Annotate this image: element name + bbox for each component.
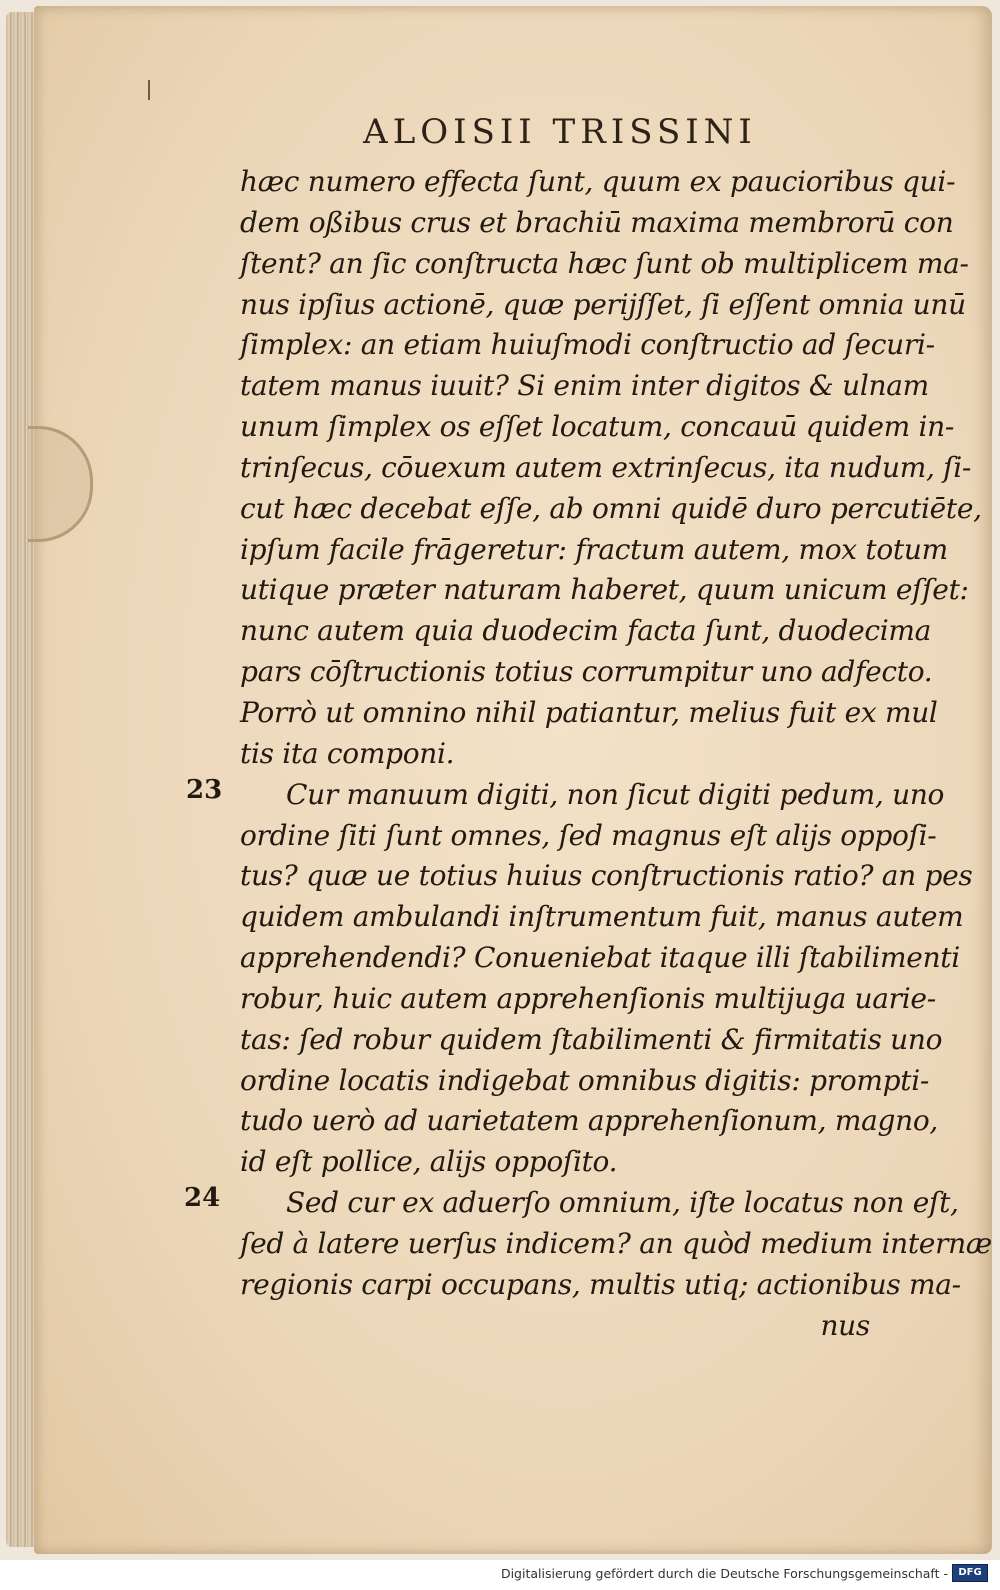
text-line: nus ipſius actionē, quæ perijſſet, ſi eſſent omnia unū	[240, 287, 966, 321]
text-line: tis ita componi.	[240, 736, 455, 770]
text-line: dem oßibus crus et brachiū maxima membrorū con	[240, 205, 954, 239]
text-line: quidem ambulandi inſtrumentum fuit, manus autem	[240, 900, 964, 934]
text-line: trinſecus, cōuexum autem extrinſecus, ita nudum, ſi-	[240, 450, 972, 484]
text-line: unum ſimplex os eſſet locatum, concauū quidem in-	[240, 410, 955, 444]
text-line: ordine locatis indigebat omnibus digitis: prompti-	[240, 1063, 930, 1097]
text-line: cut hæc decebat eſſe, ab omni quidē duro percutiēte,	[240, 491, 982, 525]
dfg-logo: DFG	[952, 1564, 988, 1582]
binding-clasp	[28, 426, 93, 542]
text-line: Sed cur ex aduerſo omnium, iſte locatus non eſt,	[286, 1186, 959, 1220]
text-line: hæc numero effecta ſunt, quum ex paucioribus qui-	[240, 165, 956, 198]
text-line: ipſum facile frāgeretur: fractum autem, mox totum	[240, 532, 948, 566]
text-line: pars cōſtructionis totius corrumpitur uno adfecto.	[240, 655, 933, 689]
section-number-23: 23	[186, 775, 223, 805]
text-line: id eſt pollice, alijs oppoſito.	[240, 1145, 618, 1179]
running-head: ALOISII TRISSINI	[363, 112, 757, 152]
text-line: tudo uerò ad uarietatem apprehenſionum, magno,	[240, 1104, 938, 1138]
text-line: ſimplex: an etiam huiuſmodi conſtructio ad ſecuri-	[240, 328, 935, 362]
text-line: Cur manuum digiti, non ſicut digiti pedum, uno	[286, 777, 945, 811]
text-line: robur, huic autem apprehenſionis multijuga uarie-	[240, 981, 936, 1015]
text-line: tatem manus iuuit? Si enim inter digitos & ulnam	[240, 369, 929, 403]
margin-mark	[148, 80, 150, 100]
text-line: utique præter naturam haberet, quum unicum eſſet:	[240, 573, 969, 607]
text-line: tus? quæ ue totius huius conſtructionis ratio? an pes	[240, 859, 973, 893]
text-line: tas: ſed robur quidem ſtabilimenti & firmitatis uno	[240, 1022, 943, 1056]
text-line: ordine ſiti ſunt omnes, ſed magnus eſt alijs oppoſi-	[240, 818, 937, 852]
text-line: regionis carpi occupans, multis utiq; actionibus ma-	[240, 1267, 961, 1301]
section-number-24: 24	[184, 1183, 221, 1213]
text-line: ſtent? an ſic conſtructa hæc ſunt ob multiplicem ma-	[240, 246, 969, 280]
catchword: nus	[820, 1308, 870, 1342]
text-line: nunc autem quia duodecim facta ſunt, duodecima	[240, 614, 932, 648]
text-line: Porrò ut omnino nihil patiantur, melius fuit ex mul	[240, 695, 938, 729]
text-line: apprehendendi? Conueniebat itaque illi ſtabilimenti	[240, 941, 960, 975]
text-line: ſed à latere uerſus indicem? an quòd medium internæ	[240, 1226, 992, 1260]
body-text	[240, 162, 992, 1346]
footer-bar	[0, 1560, 1000, 1590]
funding-notice: Digitalisierung gefördert durch die Deutsche Forschungsgemeinschaft -	[500, 1566, 948, 1581]
